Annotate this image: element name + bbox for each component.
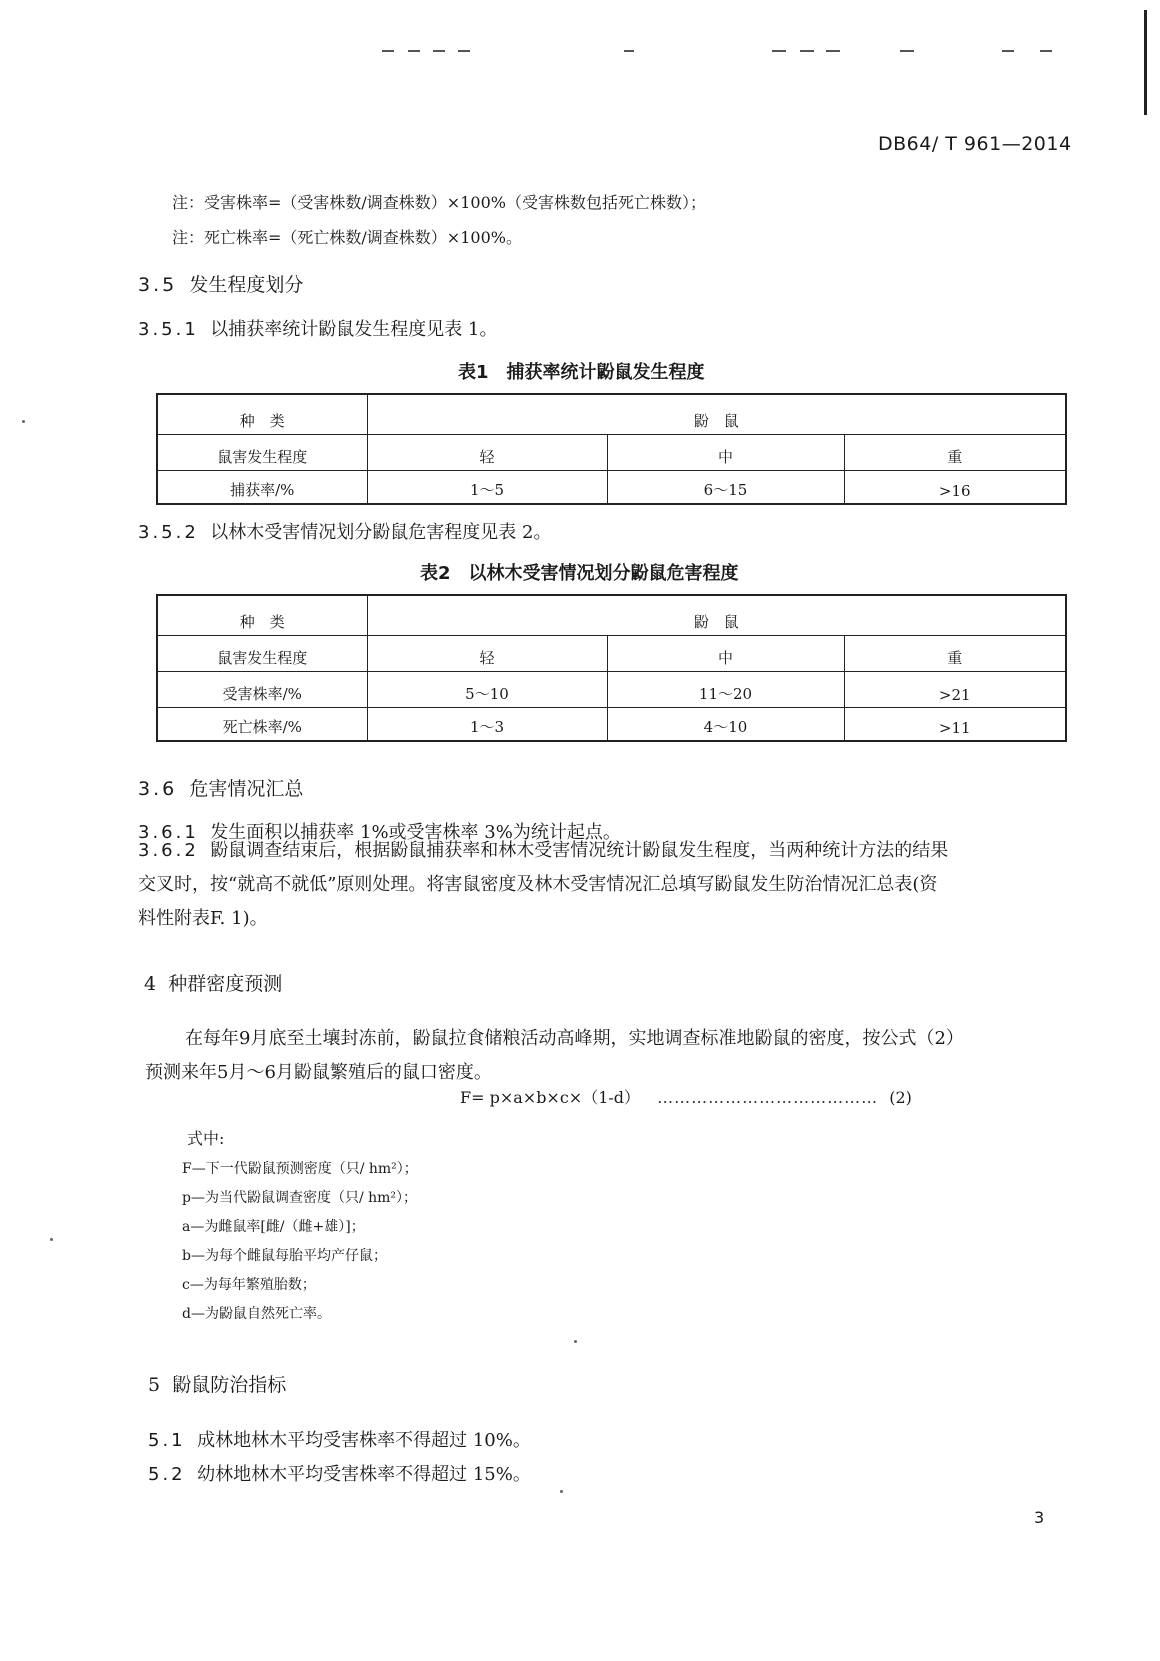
table-header-cell: 鼢 鼠 — [367, 394, 1066, 434]
table-header-cell: 重 — [844, 434, 1066, 470]
table-cell: 1～3 — [367, 707, 607, 741]
table-header-cell: 中 — [607, 434, 844, 470]
note-damage-rate: 注：受害株率=（受害株数/调查株数）×100%（受害株数包括死亡株数）； — [172, 193, 706, 212]
clause-number: 3.6.2 — [138, 840, 199, 861]
formula-leader-dots: ………………………………… — [657, 1088, 879, 1107]
scan-speck — [22, 420, 25, 423]
formula — [460, 1085, 912, 1108]
section-number: 4 — [144, 973, 157, 995]
scan-artifact — [433, 50, 445, 52]
clause-text: 幼林地林木平均受害株率不得超过 15%。 — [197, 1464, 531, 1485]
scan-artifact — [382, 50, 394, 52]
formula-number: (2) — [889, 1088, 912, 1107]
scan-artifact — [1040, 50, 1052, 52]
page-number: 3 — [1034, 1508, 1045, 1527]
scan-artifact — [408, 50, 420, 52]
section-title: 危害情况汇总 — [189, 778, 304, 800]
clause-number: 3.5.1 — [138, 319, 199, 340]
variable-definition: p—为当代鼢鼠调查密度（只/ hm²）； — [182, 1190, 418, 1206]
clause-text-line: 鼢鼠调查结束后，根据鼢鼠捕获率和林木受害情况统计鼢鼠发生程度，当两种统计方法的结果 — [210, 840, 949, 861]
variable-definition: c—为每年繁殖胎数； — [182, 1277, 316, 1293]
clause-number: 5.2 — [148, 1464, 186, 1485]
scan-edge-line — [1144, 10, 1147, 115]
row-label: 死亡株率/% — [157, 707, 367, 741]
table-row — [157, 707, 1066, 741]
scan-speck — [50, 1238, 53, 1241]
section-heading — [138, 270, 303, 297]
section-heading — [148, 1370, 286, 1397]
table-row — [157, 470, 1066, 504]
formula-expression: F= p×a×b×c×（1-d） — [460, 1088, 641, 1107]
clause-text: 以林木受害情况划分鼢鼠危害程度见表 2。 — [210, 522, 552, 543]
clause-number: 5.1 — [148, 1430, 186, 1451]
table-cell: 11～20 — [607, 671, 844, 707]
table2-caption: 表2 以林木受害情况划分鼢鼠危害程度 — [420, 563, 739, 584]
table-cell: >11 — [844, 707, 1066, 741]
paragraph-line: 在每年9月底至土壤封冻前，鼢鼠拉食储粮活动高峰期，实地调查标准地鼢鼠的密度，按公式（2） — [185, 1028, 964, 1049]
clause-text: 以捕获率统计鼢鼠发生程度见表 1。 — [210, 319, 498, 340]
section-heading — [138, 774, 303, 801]
where-label: 式中: — [187, 1129, 225, 1148]
scan-speck — [560, 1490, 563, 1493]
note-death-rate: 注：死亡株率=（死亡株数/调查株数）×100%。 — [172, 228, 522, 247]
variable-definition: b—为每个雌鼠每胎平均产仔鼠； — [182, 1248, 387, 1264]
section-title: 鼢鼠防治指标 — [172, 1374, 287, 1396]
table-cell: 5～10 — [367, 671, 607, 707]
clause-text: 成林地林木平均受害株率不得超过 10%。 — [197, 1430, 531, 1451]
table-cell: 4～10 — [607, 707, 844, 741]
scan-speck — [574, 1340, 577, 1343]
clause-text-line: 交叉时，按“就高不就低”原则处理。将害鼠密度及林木受害情况汇总填写鼢鼠发生防治情况汇总表(资 — [138, 874, 938, 895]
clause-3-5-1 — [138, 315, 497, 341]
table-header-cell: 轻 — [367, 434, 607, 470]
table-cell: >16 — [844, 470, 1066, 504]
paragraph-density-forecast — [145, 1022, 1075, 1090]
section-number: 3.5 — [138, 274, 178, 296]
scan-artifact — [772, 50, 786, 52]
section-title: 种群密度预测 — [168, 973, 283, 995]
clause-number: 3.6.1 — [138, 822, 199, 843]
table-header-cell: 种 类 — [157, 595, 367, 635]
table-header-cell: 鼠害发生程度 — [157, 434, 367, 470]
table2 — [156, 594, 1067, 742]
row-label: 捕获率/% — [157, 470, 367, 504]
clause-5-1 — [148, 1426, 531, 1452]
table-cell: >21 — [844, 671, 1066, 707]
table-cell: 1～5 — [367, 470, 607, 504]
variable-list — [182, 1158, 418, 1332]
scan-artifact — [624, 50, 634, 52]
section-number: 5 — [148, 1374, 161, 1396]
clause-3-6-2 — [138, 834, 1068, 936]
scan-artifact — [826, 50, 840, 52]
scan-artifact — [1002, 50, 1014, 52]
table-header-cell: 重 — [844, 635, 1066, 671]
table-header-cell: 鼢 鼠 — [367, 595, 1066, 635]
row-label: 受害株率/% — [157, 671, 367, 707]
scan-artifact — [900, 50, 914, 52]
table-header-cell: 鼠害发生程度 — [157, 635, 367, 671]
table-cell: 6～15 — [607, 470, 844, 504]
clause-5-2 — [148, 1460, 531, 1486]
table1-caption: 表1 捕获率统计鼢鼠发生程度 — [458, 362, 705, 383]
scan-artifact — [458, 50, 470, 52]
table-row — [157, 671, 1066, 707]
scan-artifact — [800, 50, 814, 52]
clause-3-5-2 — [138, 518, 551, 544]
section-number: 3.6 — [138, 778, 178, 800]
variable-definition: d—为鼢鼠自然死亡率。 — [182, 1306, 331, 1322]
clause-number: 3.5.2 — [138, 522, 199, 543]
paragraph-line: 预测来年5月～6月鼢鼠繁殖后的鼠口密度。 — [145, 1062, 492, 1083]
section-title: 发生程度划分 — [189, 274, 304, 296]
table-header-cell: 种 类 — [157, 394, 367, 434]
clause-text-line: 料性附表F. 1)。 — [138, 908, 268, 929]
table-header-cell: 中 — [607, 635, 844, 671]
table1 — [156, 393, 1067, 505]
clause-text: 发生面积以捕获率 1%或受害株率 3%为统计起点。 — [210, 822, 621, 843]
section-heading — [144, 969, 282, 996]
variable-definition: F—下一代鼢鼠预测密度（只/ hm²）； — [182, 1161, 418, 1177]
variable-definition: a—为雌鼠率[雌/（雌+雄）]； — [182, 1219, 365, 1235]
table-header-cell: 轻 — [367, 635, 607, 671]
standard-code: DB64/ T 961—2014 — [878, 133, 1072, 155]
